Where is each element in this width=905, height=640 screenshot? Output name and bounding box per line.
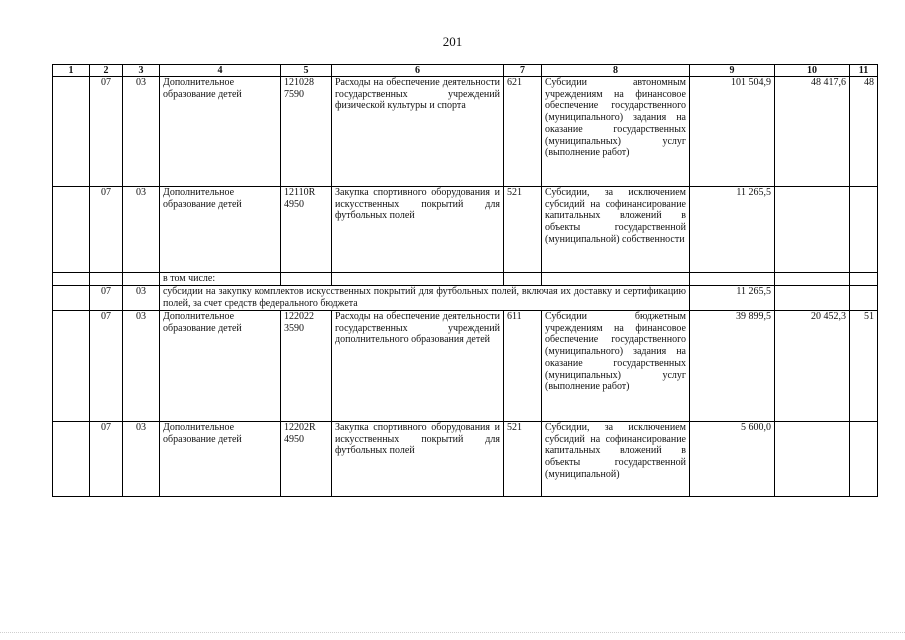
cell-amount-11: 51 [850, 311, 878, 422]
col-header-11: 11 [850, 65, 878, 77]
table-row [53, 77, 878, 187]
cell-target-code: 121028 7590 [281, 77, 332, 187]
cell-col1 [53, 187, 90, 273]
cell-expense-type [504, 273, 542, 286]
budget-table [52, 64, 878, 497]
cell-amount-9: 101 504,9 [690, 77, 775, 187]
cell-expense-description [332, 311, 504, 422]
cell-subsection: 03 [123, 77, 160, 187]
expense-type-text: Субсидии, за исключением субсидий на софинансирование капитальных вложений в объекты государственной (муниципальной) [545, 422, 686, 480]
table-row-subsidy [53, 286, 878, 311]
col-header-4: 4 [160, 65, 281, 77]
cell-expense-type: 611 [504, 311, 542, 422]
col-header-2: 2 [90, 65, 123, 77]
cell-expense-type: 621 [504, 77, 542, 187]
cell-expense-description [332, 422, 504, 497]
description-text: Расходы на обеспечение деятельности государственных учреждений физической культуры и спорта [335, 77, 500, 112]
cell-amount-9: 11 265,5 [690, 187, 775, 273]
scan-edge-marks [0, 632, 905, 635]
table-row [53, 311, 878, 422]
col-header-5: 5 [281, 65, 332, 77]
cell-section [90, 273, 123, 286]
cell-expense-type-name [542, 422, 690, 497]
expense-type-text: Субсидии, за исключением субсидий на софинансирование капитальных вложений в объекты государственной (муниципальной) собственности [545, 187, 686, 245]
col-header-9: 9 [690, 65, 775, 77]
cell-target-code [281, 273, 332, 286]
cell-target-code: 122022 3590 [281, 311, 332, 422]
cell-col1 [53, 311, 90, 422]
cell-subsection: 03 [123, 286, 160, 311]
cell-section: 07 [90, 422, 123, 497]
cell-amount-10: 48 417,6 [775, 77, 850, 187]
cell-section: 07 [90, 311, 123, 422]
cell-amount-9 [690, 273, 775, 286]
cell-expense-type-name [542, 311, 690, 422]
header-row [53, 65, 878, 77]
cell-col1 [53, 286, 90, 311]
col-header-6: 6 [332, 65, 504, 77]
cell-subsection: 03 [123, 187, 160, 273]
cell-expense-description [332, 187, 504, 273]
cell-amount-10 [775, 273, 850, 286]
cell-target-code: 12202R 4950 [281, 422, 332, 497]
cell-subsection-name: Дополнительное образование детей [160, 187, 281, 273]
table-row [53, 422, 878, 497]
cell-expense-type-name [542, 273, 690, 286]
cell-subsection-name: Дополнительное образование детей [160, 422, 281, 497]
page-number: 201 [442, 34, 463, 49]
cell-amount-11: 48 [850, 77, 878, 187]
cell-note: в том числе: [160, 273, 281, 286]
table-row-note [53, 273, 878, 286]
cell-section: 07 [90, 286, 123, 311]
cell-col1 [53, 422, 90, 497]
col-header-1: 1 [53, 65, 90, 77]
cell-target-code: 12110R 4950 [281, 187, 332, 273]
cell-amount-10 [775, 422, 850, 497]
col-header-7: 7 [504, 65, 542, 77]
cell-amount-9: 39 899,5 [690, 311, 775, 422]
description-text: Закупка спортивного оборудования и искусственных покрытий для футбольных полей [335, 187, 500, 222]
cell-amount-11 [850, 286, 878, 311]
expense-type-text: Субсидии автономным учреждениям на финансовое обеспечение государственного (муниципального) задания на оказание государственных (муниципальных) услуг (выполнение работ) [545, 77, 686, 159]
cell-expense-type-name [542, 77, 690, 187]
cell-expense-description [332, 77, 504, 187]
cell-amount-9: 5 600,0 [690, 422, 775, 497]
cell-section: 07 [90, 187, 123, 273]
cell-amount-11 [850, 187, 878, 273]
expense-type-text: Субсидии бюджетным учреждениям на финансовое обеспечение государственного (муниципального) задания на оказание государственных (муниципальных) услуг (выполнение работ) [545, 311, 686, 393]
cell-subsection: 03 [123, 422, 160, 497]
cell-expense-description [332, 273, 504, 286]
cell-amount-11 [850, 422, 878, 497]
cell-section: 07 [90, 77, 123, 187]
description-text: Закупка спортивного оборудования и искусственных покрытий для футбольных полей [335, 422, 500, 457]
cell-amount-10 [775, 187, 850, 273]
cell-col1 [53, 273, 90, 286]
col-header-8: 8 [542, 65, 690, 77]
table-row [53, 187, 878, 273]
cell-subsection-name: Дополнительное образование детей [160, 77, 281, 187]
cell-expense-type: 521 [504, 422, 542, 497]
col-header-3: 3 [123, 65, 160, 77]
cell-amount-9: 11 265,5 [690, 286, 775, 311]
cell-col1 [53, 77, 90, 187]
cell-subsidy-description: субсидии на закупку комплектов искусственных покрытий для футбольных полей, включая их доставку и сертификацию полей, за счет средств федерального бюджета [160, 286, 690, 311]
cell-subsection-name: Дополнительное образование детей [160, 311, 281, 422]
col-header-10: 10 [775, 65, 850, 77]
cell-subsection: 03 [123, 311, 160, 422]
cell-expense-type: 521 [504, 187, 542, 273]
cell-amount-10: 20 452,3 [775, 311, 850, 422]
cell-amount-10 [775, 286, 850, 311]
description-text: Расходы на обеспечение деятельности государственных учреждений дополнительного образования детей [335, 311, 500, 346]
cell-amount-11 [850, 273, 878, 286]
cell-subsection [123, 273, 160, 286]
cell-expense-type-name [542, 187, 690, 273]
